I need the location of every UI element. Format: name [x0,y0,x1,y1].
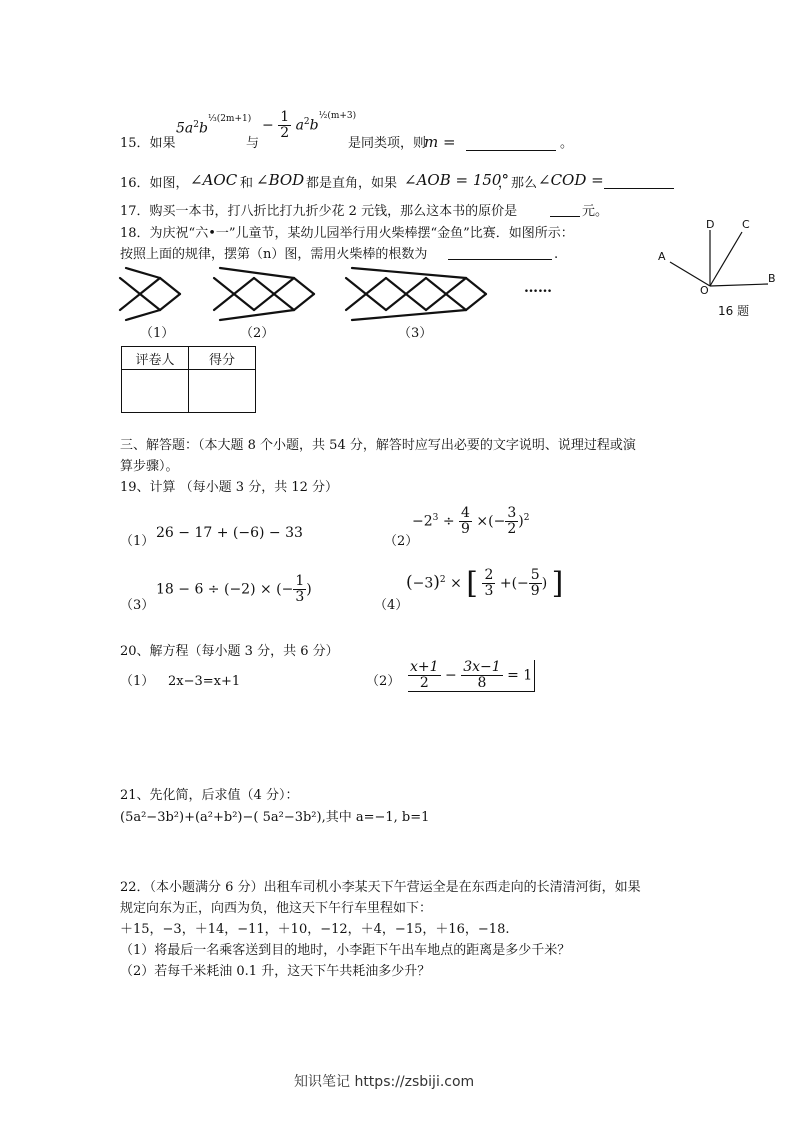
q19-p3-label: （3） [120,598,155,613]
label-b: B [768,272,776,285]
q22-line4: （1）将最后一名乘客送到目的地时，小李距下午出车地点的距离是多少千米？ [120,943,571,958]
q19-p1-expr: 26 − 17 + (−6) − 33 [156,525,303,541]
q16-mid: 都是直角，如果 [306,176,398,191]
matchstick-fish-figures [116,266,536,322]
q22-line2: 规定向东为正，向西为负，他这天下午行车里程如下： [120,901,433,916]
footer-watermark: 知识笔记 https://zsbiji.com [294,1074,475,1090]
q18-end: . [554,247,559,262]
q16-then: ，那么 [498,176,538,191]
q22-line1: 22．（本小题满分 6 分）出租车司机小李某天下午营运全是在东西走向的长清清河街，如果 [120,880,641,895]
q16-angle-cod: ∠COD = [538,171,604,189]
q16-angle-bod: ∠BOD [256,171,305,189]
q20-p1-label: （1） [120,674,155,689]
q16-answer-blank[interactable] [604,174,674,189]
section3-line2: 算步骤）。 [120,459,179,474]
q20-p2-eq: $\frac{x+1}{2}$ − $\frac{3x-1}{8}$ = 1 [408,660,535,692]
q15-term2: − $\frac{1}{2}$ $a^2b^{\frac{1}{2}(m+3)}$ [262,109,357,141]
q21-expr: (5a²−3b²)+(a²+b²)−( 5a²−3b²),其中 a=−1, b=1 [120,810,430,825]
label-a: A [658,250,666,263]
ray-oa [670,262,710,286]
q19-p2-label: （2） [384,534,419,549]
q19-p2-expr: $-2^3$ ÷ $\frac{4}{9}$ ×(− $\frac{3}{2}$ )$^2$ [412,505,530,537]
q15-tail: 是同类项，则 [348,136,427,151]
q15-number: 15．如果 [120,136,176,151]
q16-angle-aoc: ∠AOC [190,171,238,189]
fish-label-2: （2） [240,326,275,341]
q15-answer-blank[interactable] [466,136,556,151]
q19-p4-label: （4） [374,598,409,613]
ray-oc [710,232,742,286]
q19-p1-label: （1） [120,534,155,549]
q22-line5: （2）若每千米耗油 0.1 升，这天下午共耗油多少升？ [120,964,431,979]
q15-term1: $5a^2b^{\frac{1}{3}(2m+1)}$ [176,114,252,137]
q15-with: 与 [246,136,260,151]
figure16-caption: 16 题 [718,304,750,318]
q19-p4-expr: $(-3)^2$ × [ $\frac{2}{3}$ +(− $\frac{5}{9}$ ) ] [406,566,564,601]
fish-label-3: （3） [398,326,433,341]
q18-answer-blank[interactable] [448,245,552,260]
fish-label-1: （1） [140,326,175,341]
q17-answer-blank[interactable] [550,202,580,217]
q22-line3: ＋15，−3，＋14，−11，＋10，−12，＋4，−15，＋16，−18. [120,922,510,937]
grader-header: 评卷人 [122,347,189,370]
fish-figure-3 [346,268,486,320]
q18-line1: 18．为庆祝“六•一”儿童节，某幼儿园举行用火柴棒摆“金鱼”比赛．如图所示： [120,226,574,241]
q21-title: 21、先化简，后求值（4 分）： [120,788,299,803]
q20-p1-eq: 2x−3=x+1 [168,674,241,689]
ray-ob [710,284,768,286]
q19-p3-expr: 18 − 6 ÷ (−2) × (− $\frac{1}{3}$ ) [156,573,312,605]
section3-line1: 三、解答题：（本大题 8 个小题，共 54 分，解答时应写出必要的文字说明、说理过程或演 [120,438,636,453]
q16-angle-aob: ∠AOB = 150° [404,171,509,189]
label-c: C [742,218,750,231]
q17-text: 17．购买一本书，打八折比打九折少花 2 元钱，那么这本书的原价是 [120,204,518,219]
q19-title: 19、计算 （每小题 3 分，共 12 分） [120,480,339,495]
label-o: O [700,284,709,297]
q16-and: 和 [240,176,254,191]
q17-unit: 元。 [582,204,609,219]
q15-end: 。 [560,136,574,151]
grader-cell[interactable] [122,370,189,413]
q18-ellipsis: …… [524,280,552,296]
q20-p2-label: （2） [366,674,401,689]
label-d: D [706,218,715,231]
score-header: 得分 [189,347,256,370]
q20-title: 20、解方程（每小题 3 分，共 6 分） [120,644,339,659]
grading-table [121,346,256,413]
q18-line2: 按照上面的规律，摆第（n）图，需用火柴棒的根数为 [120,247,428,262]
q19-p3-pre: 18 − 6 ÷ (−2) × (− [156,581,294,598]
q15-m-equals: m = [424,133,456,151]
fish-figure-2 [214,268,314,320]
fish-figure-1 [120,268,180,320]
q16-number: 16．如图， [120,176,189,191]
score-cell[interactable] [189,370,256,413]
